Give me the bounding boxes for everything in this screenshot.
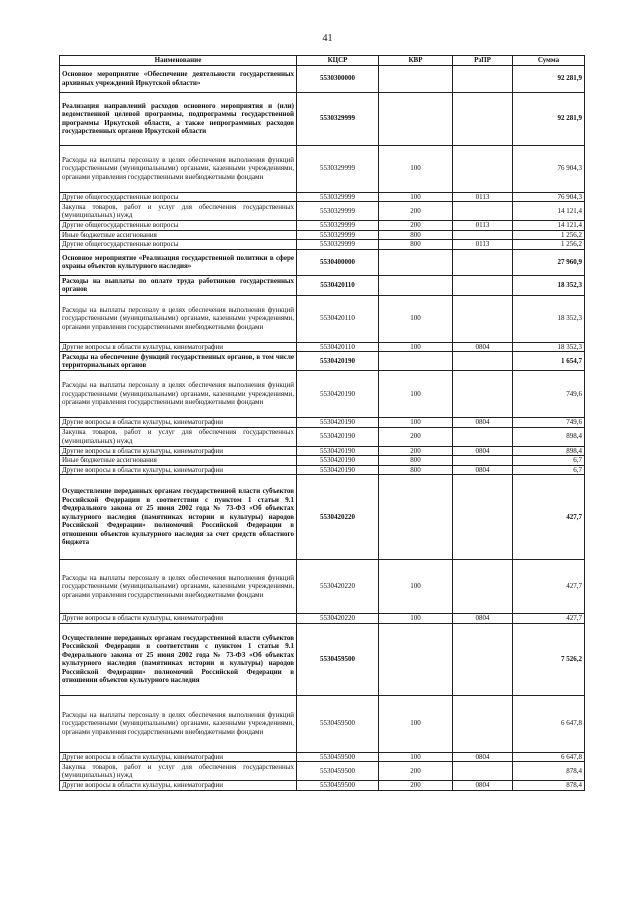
table-row [60, 202, 585, 221]
cell-sum: 898,4 [513, 427, 585, 446]
cell-kvr [379, 249, 453, 275]
cell-name: Основное мероприятие «Обеспечение деятельности государственных архивных учреждений Иркутской области» [60, 65, 297, 92]
header-sum: Сумма [513, 56, 585, 66]
cell-kvr: 200 [379, 446, 453, 456]
cell-kcsr: 5530400000 [297, 249, 379, 275]
cell-kcsr: 5530300000 [297, 65, 379, 92]
page-number: 41 [322, 33, 333, 44]
cell-kvr: 100 [379, 695, 453, 752]
cell-kvr: 100 [379, 295, 453, 342]
cell-rzpr: 0804 [453, 418, 513, 428]
cell-rzpr [453, 249, 513, 275]
table-row [60, 240, 585, 250]
header-kvr: КВР [379, 56, 453, 66]
cell-sum: 898,4 [513, 446, 585, 456]
cell-kcsr: 5530459500 [297, 752, 379, 762]
cell-rzpr [453, 427, 513, 446]
cell-rzpr: 0804 [453, 752, 513, 762]
cell-kcsr: 5530329999 [297, 92, 379, 145]
cell-sum: 1 256,2 [513, 240, 585, 250]
cell-sum: 76 904,3 [513, 192, 585, 202]
cell-kvr: 200 [379, 221, 453, 231]
table-row [60, 781, 585, 791]
cell-sum: 427,7 [513, 614, 585, 624]
cell-rzpr [453, 230, 513, 240]
table-row [60, 446, 585, 456]
cell-name: Осуществление переданных органам государственной власти субъектов Российской Федерации в соответствии с пунктом 1 статьи 9.1 Федерального закона от 25 июня 2002 года № 73-ФЗ «Об объектах культурного наследия (памятниках истории и культуры) народов Российской Федерации» полномочий Российской Федерации в отношении объектов культурного наследия за счет средств областного бюджета [60, 475, 297, 560]
cell-name: Закупка товаров, работ и услуг для обеспечения государственных (муниципальных) нужд [60, 427, 297, 446]
table-row [60, 456, 585, 466]
cell-sum: 14 121,4 [513, 221, 585, 231]
cell-rzpr [453, 145, 513, 192]
cell-kvr: 800 [379, 465, 453, 475]
cell-kvr [379, 475, 453, 560]
cell-name: Расходы на выплаты персоналу в целях обеспечения выполнения функций государственными (муниципальными) органами, казенными учреждениями, органами управления государственными внебюджетными фондами [60, 145, 297, 192]
cell-kvr: 100 [379, 752, 453, 762]
cell-rzpr: 0804 [453, 614, 513, 624]
table-row [60, 249, 585, 275]
cell-kvr: 200 [379, 781, 453, 791]
cell-name: Другие вопросы в области культуры, кинематографии [60, 614, 297, 624]
table-row [60, 762, 585, 781]
cell-rzpr [453, 456, 513, 466]
cell-kcsr: 5530420190 [297, 456, 379, 466]
cell-kcsr: 5530420190 [297, 446, 379, 456]
header-rzpr: РзПР [453, 56, 513, 66]
cell-rzpr: 0804 [453, 465, 513, 475]
cell-kvr [379, 92, 453, 145]
cell-sum: 14 121,4 [513, 202, 585, 221]
table-row [60, 614, 585, 624]
cell-kcsr: 5530329999 [297, 221, 379, 231]
cell-sum: 427,7 [513, 475, 585, 560]
cell-rzpr: 0113 [453, 192, 513, 202]
cell-sum: 92 281,9 [513, 65, 585, 92]
cell-name: Расходы на обеспечение функций государственных органов, в том числе территориальных органов [60, 352, 297, 371]
cell-kcsr: 5530420190 [297, 371, 379, 418]
table-row [60, 275, 585, 295]
cell-rzpr: 0113 [453, 240, 513, 250]
cell-kcsr: 5530420110 [297, 275, 379, 295]
table-row [60, 65, 585, 92]
cell-kcsr: 5530329999 [297, 202, 379, 221]
cell-name: Реализация направлений расходов основного мероприятия и (или) ведомственной целевой программы, подпрограммы государственной программы Иркутской области, а также непрограммных расходов государственных органов Иркутской области [60, 92, 297, 145]
cell-name: Закупка товаров, работ и услуг для обеспечения государственных (муниципальных) нужд [60, 202, 297, 221]
cell-name: Другие вопросы в области культуры, кинематографии [60, 752, 297, 762]
table-row [60, 560, 585, 614]
cell-kvr: 800 [379, 456, 453, 466]
cell-kvr: 200 [379, 202, 453, 221]
table-row [60, 92, 585, 145]
cell-rzpr [453, 202, 513, 221]
cell-name: Основное мероприятие «Реализация государственной политики в сфере охраны объектов культурного наследия» [60, 249, 297, 275]
cell-rzpr [453, 65, 513, 92]
cell-rzpr: 0804 [453, 781, 513, 791]
table-row [60, 418, 585, 428]
cell-kcsr: 5530420190 [297, 418, 379, 428]
cell-sum: 1 256,2 [513, 230, 585, 240]
cell-kvr: 100 [379, 560, 453, 614]
cell-kcsr: 5530420110 [297, 342, 379, 352]
cell-kvr: 100 [379, 614, 453, 624]
cell-kvr: 100 [379, 145, 453, 192]
table-row [60, 342, 585, 352]
cell-rzpr [453, 371, 513, 418]
cell-sum: 76 904,3 [513, 145, 585, 192]
table-row [60, 752, 585, 762]
table-row [60, 295, 585, 342]
cell-rzpr [453, 295, 513, 342]
cell-name: Иные бюджетные ассигнования [60, 230, 297, 240]
cell-sum: 878,4 [513, 762, 585, 781]
cell-kcsr: 5530459500 [297, 781, 379, 791]
cell-sum: 749,6 [513, 371, 585, 418]
cell-rzpr [453, 762, 513, 781]
budget-table [59, 55, 585, 791]
cell-name: Расходы на выплаты персоналу в целях обеспечения выполнения функций государственными (муниципальными) органами, казенными учреждениями, органами управления государственными внебюджетными фондами [60, 695, 297, 752]
cell-kvr: 100 [379, 371, 453, 418]
cell-name: Другие вопросы в области культуры, кинематографии [60, 465, 297, 475]
cell-rzpr: 0113 [453, 221, 513, 231]
cell-name: Другие общегосударственные вопросы [60, 221, 297, 231]
cell-kcsr: 5530329999 [297, 192, 379, 202]
cell-name: Другие вопросы в области культуры, кинематографии [60, 418, 297, 428]
table-row [60, 192, 585, 202]
cell-sum: 27 960,9 [513, 249, 585, 275]
cell-kcsr: 5530329999 [297, 240, 379, 250]
cell-rzpr [453, 560, 513, 614]
table-row [60, 475, 585, 560]
cell-name: Осуществление переданных органам государственной власти субъектов Российской Федерации в соответствии с пунктом 1 статьи 9.1 Федерального закона от 25 июня 2002 года № 73-ФЗ «Об объектах культурного наследия (памятниках истории и культуры) народов Российской Федерации» полномочий Российской Федерации в отношении объектов культурного наследия [60, 623, 297, 695]
cell-kvr: 100 [379, 192, 453, 202]
table-row [60, 695, 585, 752]
cell-kvr: 200 [379, 762, 453, 781]
table-row [60, 465, 585, 475]
cell-sum: 18 352,3 [513, 342, 585, 352]
table-row [60, 352, 585, 371]
cell-sum: 749,6 [513, 418, 585, 428]
cell-rzpr: 0804 [453, 446, 513, 456]
cell-sum: 427,7 [513, 560, 585, 614]
cell-kcsr: 5530329999 [297, 145, 379, 192]
cell-sum: 6,7 [513, 465, 585, 475]
cell-rzpr: 0804 [453, 342, 513, 352]
cell-sum: 6 647,8 [513, 752, 585, 762]
cell-kcsr: 5530459500 [297, 623, 379, 695]
cell-sum: 92 281,9 [513, 92, 585, 145]
header-row [60, 56, 585, 66]
cell-kcsr: 5530329999 [297, 230, 379, 240]
cell-kcsr: 5530459500 [297, 762, 379, 781]
cell-kvr [379, 275, 453, 295]
cell-rzpr [453, 275, 513, 295]
cell-kcsr: 5530420220 [297, 475, 379, 560]
cell-name: Другие вопросы в области культуры, кинематографии [60, 446, 297, 456]
cell-kvr [379, 352, 453, 371]
cell-name: Другие вопросы в области культуры, кинематографии [60, 781, 297, 791]
cell-kvr [379, 623, 453, 695]
cell-name: Расходы на выплаты персоналу в целях обеспечения выполнения функций государственными (муниципальными) органами, казенными учреждениями, органами управления государственными внебюджетными фондами [60, 371, 297, 418]
table-row [60, 427, 585, 446]
cell-name: Расходы на выплаты персоналу в целях обеспечения выполнения функций государственными (муниципальными) органами, казенными учреждениями, органами управления государственными внебюджетными фондами [60, 295, 297, 342]
cell-kcsr: 5530420110 [297, 295, 379, 342]
cell-rzpr [453, 695, 513, 752]
cell-name: Расходы на выплаты по оплате труда работников государственных органов [60, 275, 297, 295]
cell-kcsr: 5530420190 [297, 352, 379, 371]
cell-rzpr [453, 92, 513, 145]
cell-sum: 7 526,2 [513, 623, 585, 695]
cell-rzpr [453, 475, 513, 560]
table-row [60, 371, 585, 418]
cell-kcsr: 5530420190 [297, 465, 379, 475]
cell-kvr [379, 65, 453, 92]
table-row [60, 623, 585, 695]
cell-kvr: 100 [379, 342, 453, 352]
cell-name: Иные бюджетные ассигнования [60, 456, 297, 466]
cell-name: Другие вопросы в области культуры, кинематографии [60, 342, 297, 352]
cell-sum: 18 352,3 [513, 295, 585, 342]
cell-kvr: 800 [379, 240, 453, 250]
cell-kcsr: 5530420220 [297, 560, 379, 614]
cell-kcsr: 5530420220 [297, 614, 379, 624]
header-name: Наименование [60, 56, 297, 66]
cell-kvr: 100 [379, 418, 453, 428]
cell-kvr: 800 [379, 230, 453, 240]
cell-sum: 6,7 [513, 456, 585, 466]
cell-kcsr: 5530420190 [297, 427, 379, 446]
cell-rzpr [453, 352, 513, 371]
cell-name: Другие общегосударственные вопросы [60, 240, 297, 250]
table-row [60, 221, 585, 231]
cell-name: Другие общегосударственные вопросы [60, 192, 297, 202]
cell-kvr: 200 [379, 427, 453, 446]
cell-sum: 18 352,3 [513, 275, 585, 295]
cell-name: Закупка товаров, работ и услуг для обеспечения государственных (муниципальных) нужд [60, 762, 297, 781]
cell-sum: 1 654,7 [513, 352, 585, 371]
header-kcsr: КЦСР [297, 56, 379, 66]
cell-kcsr: 5530459500 [297, 695, 379, 752]
cell-rzpr [453, 623, 513, 695]
cell-sum: 6 647,8 [513, 695, 585, 752]
cell-sum: 878,4 [513, 781, 585, 791]
cell-name: Расходы на выплаты персоналу в целях обеспечения выполнения функций государственными (муниципальными) органами, казенными учреждениями, органами управления государственными внебюджетными фондами [60, 560, 297, 614]
table-row [60, 145, 585, 192]
table-row [60, 230, 585, 240]
